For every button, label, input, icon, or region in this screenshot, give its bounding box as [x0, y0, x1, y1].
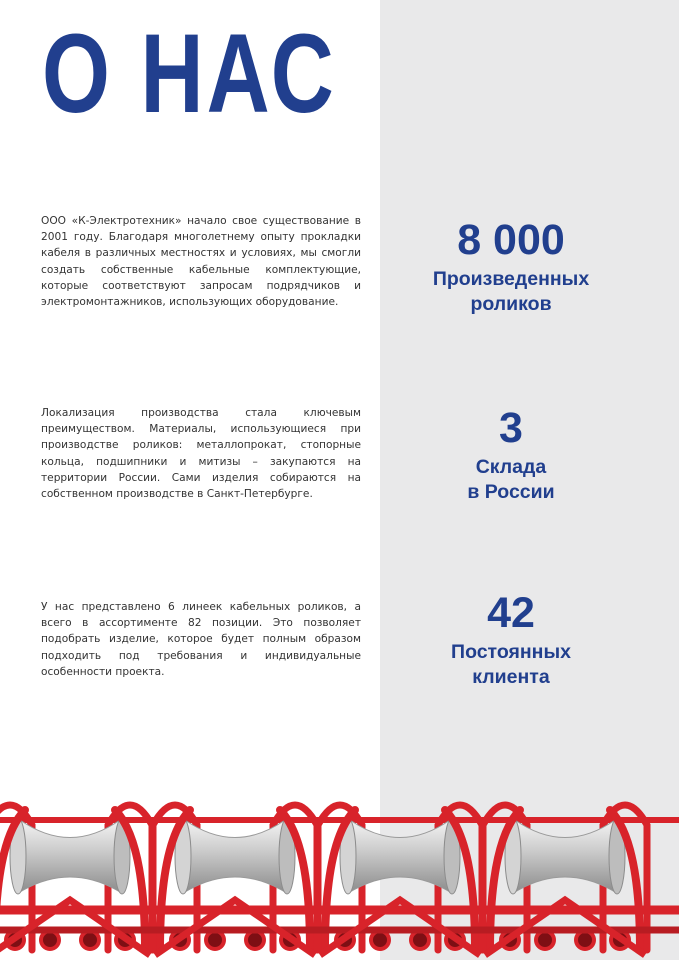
- stat-label-line: роликов: [470, 293, 552, 315]
- stat-number: 42: [487, 589, 535, 637]
- tube-end: [576, 931, 594, 949]
- stat-number: 8 000: [457, 216, 565, 264]
- tube-end: [246, 931, 264, 949]
- tube-end: [81, 931, 99, 949]
- tube-end: [206, 931, 224, 949]
- stat-label: [398, 455, 624, 505]
- page-title: О НАС: [42, 11, 337, 136]
- tube-end: [536, 931, 554, 949]
- tube-end: [371, 931, 389, 949]
- about-paragraph-3: У нас представлено 6 линеек кабельных роликов, а всего в ассортименте 82 позиции. Это позволяет подобрать изделие, которое будет полным образом подходить под требования и индивидуальные особенности проекта.: [41, 601, 361, 678]
- stat-rollers-produced: [398, 217, 624, 317]
- tube-end: [41, 931, 59, 949]
- stat-label: [398, 640, 624, 690]
- tube-end: [411, 931, 429, 949]
- stat-label-line: Произведенных: [432, 268, 590, 290]
- about-paragraph-2: Локализация производства стала ключевым преимуществом. Материалы, использующиеся при производстве роликов: металлопрокат, стопорные кольца, подшипники и митизы – закупаются на территории России. Сами изделия собираются на собственном производстве в Санкт-Петербурге.: [41, 407, 361, 501]
- stat-label-line: в России: [467, 481, 555, 503]
- about-paragraph-1: ООО «К-Электротехник» начало свое существование в 2001 году. Благодаря многолетнему опыту прокладки кабеля в различных местностях и условиях, мы смогли создать собственные кабельные комплектующие, которые соответствуют запросам подрядчиков и электромонтажников, использующих оборудование.: [41, 215, 361, 309]
- rollers-group: [0, 780, 679, 960]
- stat-warehouses: [398, 405, 624, 505]
- cable-rollers-photo: [0, 780, 679, 960]
- stat-number: 3: [499, 404, 523, 452]
- stat-clients: [398, 590, 624, 690]
- stat-label: [398, 267, 624, 317]
- stat-label-line: Склада: [475, 456, 547, 478]
- stat-label-line: Постоянных: [451, 641, 571, 663]
- stat-label-line: клиента: [472, 666, 550, 688]
